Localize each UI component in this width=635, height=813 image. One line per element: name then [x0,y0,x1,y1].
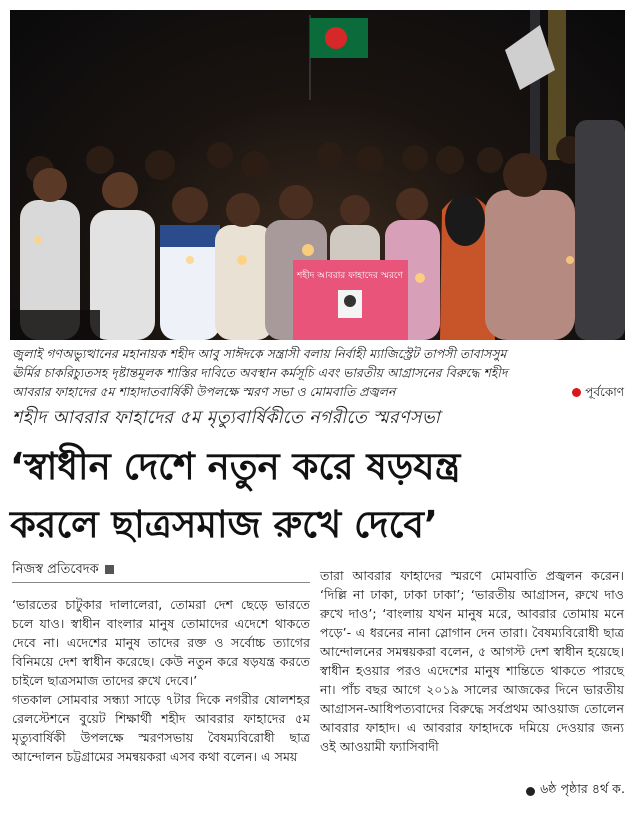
person-foreground [485,190,575,340]
article-paragraph: তারা আবরার ফাহাদের স্মরণে মোমবাতি প্রজ্বলন করেন। ‘দিল্লি না ঢাকা, ঢাকা ঢাকা’; ‘ভারতীয় আগ্রাসন, রুখে দাও রুখে দাও’; ‘বাংলায় যখন মানুষ মরে, আবরার তোমায় মনে পড়ে’- এ ধরনের নানা স্লোগান দেন তারা। বৈষম্যবিরোধী ছাত্র আন্দোলনের সমন্বয়করা বলেন, ৫ আগস্ট দেশ স্বাধীন হয়েছে। স্বাধীন হওয়ার পরও এদেশের মানুষ শান্তিতে থাকতে পারছে না। পাঁচ বছর আগে ২০১৯ সালের আজকের দিনে ভারতীয় আগ্রাসন-আধিপত্যবাদের বিরুদ্ধে সর্বপ্রথম আওয়াজ তোলেন আবরার ফাহাদ। এ আবরার ফাহাদকে দমিয়ে দেওয়ার জন্য ওই আওয়ামী ফ্যাসিবাদী [320,568,624,754]
continued-on-page [526,781,625,801]
article-column-right [320,566,624,756]
news-photo [10,10,625,340]
photo-credit [572,383,624,402]
decorated-post [548,10,566,160]
continued-label: ৬ষ্ঠ পৃষ্ঠার ৪র্থ ক. [540,781,625,796]
kicker-headline: শহীদ আবরার ফাহাদের ৫ম মৃত্যুবার্ষিকীতে নগরীতে স্মরণসভা [12,408,441,428]
person [215,225,273,340]
photo-caption [12,344,624,402]
headline-line-2: করলে ছাত্রসমাজ রুখে দেবে’ [10,503,438,546]
vigil-photo-illustration [10,10,625,340]
square-bullet-icon [105,565,114,574]
article-paragraph: ‘ভারতের চাটুকার দালালেরা, তোমরা দেশ ছেড়ে ভারতে চলে যাও। স্বাধীন বাংলার মানুষ তোমাদের এদেশে থাকতে দেবে না। এদেশের মানুষ তাদের রক্ত ও সর্বোচ্চ ত্যাগের বিনিময়ে দেশ স্বাধীন করেছে। কেউ নতুন করে ষড়যন্ত্র করতে চাইলে ছাত্রসমাজ তাদের রুখে দেবে।’ [12,597,310,688]
caption-line: ঊর্মির চাকরিচ্যুতসহ দৃষ্টান্তমূলক শাস্তির দাবিতে অবস্থান কর্মসূচি এবং ভারতীয় আগ্রাসনের বিরুদ্ধে শহীদ [12,365,508,380]
byline [12,560,310,579]
headline-line-1: ‘স্বাধীন দেশে নতুন করে ষড়যন্ত্র [10,445,461,488]
caption-line: জুলাই গণঅভ্যুত্থানের মহানায়ক শহীদ আবু সাঈদকে সন্ত্রাসী বলায় নির্বাহী ম্যাজিস্ট্রেট তাপসী তাবাসসুম [12,346,507,361]
street-sign [505,25,555,90]
main-headline [10,438,625,554]
bullet-icon [572,388,581,397]
article-paragraph: গতকাল সোমবার সন্ধ্যা সাড়ে ৭টার দিকে নগরীর ষোলশহর রেলস্টেশনে বুয়েট শিক্ষার্থী শহীদ আবরার ফাহাদের ৫ম মৃত্যুবার্ষিকী উপলক্ষে স্মরণসভায় বৈষম্যবিরোধী ছাত্র আন্দোলন চট্টগ্রামের সমন্বয়করা এসব কথা বলেন। এ সময় [12,692,310,764]
photo-credit-label: পূর্বকোণ [585,385,624,399]
article-column-left [12,560,310,766]
bullet-icon [526,787,535,796]
person [575,120,625,340]
byline-divider [12,582,310,583]
caption-line: আবরার ফাহাদের ৫ম শাহাদাতবার্ষিকী উপলক্ষে স্মরণ সভা ও মোমবাতি প্রজ্বলন [12,384,396,399]
byline-text: নিজস্ব প্রতিবেদক [12,562,99,577]
banner-title: শহীদ আবরার ফাহাদের স্মরণে [297,271,403,281]
